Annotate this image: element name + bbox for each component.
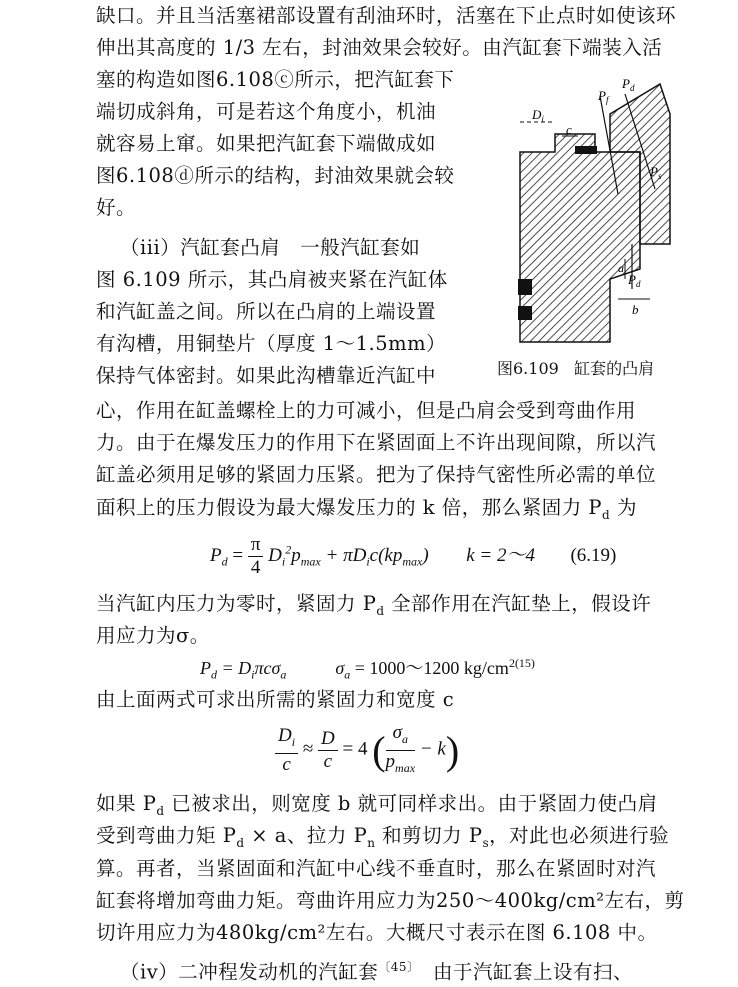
text-line-5: 就容易上窜。如果把汽缸套下端做成如 [96,132,437,155]
text-line-13: 心，作用在缸盖螺栓上的力可减小，但是凸肩会受到弯曲作用 [96,399,637,422]
label-pd-lower: $P_d$ [628,272,641,289]
eq19-frac-den: 4 [250,557,261,578]
eq19-term1: D [268,544,282,566]
eq3-minus: − k [419,738,446,760]
text-line-16 [96,494,637,529]
pn-subscript: n [367,835,376,850]
text-line-1: 缺口。并且当活塞裙部设置有刮油环时，活塞在下止点时如使该环 [96,4,677,27]
text-line-23: 缸套将增加弯曲力矩。弯曲许用应力为250～400kg/cm²左右，剪 [96,889,685,912]
eq3-f1-den: c [282,753,291,775]
text-line-21 [96,822,669,857]
eq19-term1-sup: 2 [285,542,292,557]
eq2-rhs: = D [221,658,252,678]
pd-subscript-4: d [236,835,245,850]
text-line-24: 切许用应力为480kg/cm²左右。大概尺寸表示在图 6.108 中。 [96,921,658,944]
eq19-plus: + πD [325,544,367,566]
eq3-frac1 [275,725,298,776]
eq19-k-range: k = 2～4 [466,544,535,566]
label-c: c [566,122,572,137]
equation-pd-sigma [200,654,535,683]
eq3-lparen: ( [372,727,386,773]
eq19-frac-num: π [248,534,264,557]
equation-6-19 [210,534,616,579]
seal-mark-1 [518,279,532,295]
text-line-17 [96,590,651,625]
eq3-approx: ≈ [302,738,314,760]
reference-45: 〔45〕 [378,960,420,974]
eq3-f2-num: D [318,728,338,751]
text-line-16-main: 面积上的压力假设为最大爆发压力的 k 倍，那么紧固力 P [96,496,603,519]
eq19-lhs-sub: d [221,554,228,569]
eq19-pmax-sub: max [300,554,321,569]
eq2-rhs-sub: i [251,667,255,682]
caption-text: 缸套的凸肩 [574,359,655,378]
text-line-25-tail: 由于汽缸套上设有扫、 [432,960,633,984]
eq2-lhs-sub: d [211,667,217,682]
text-line-15: 缸盖必须用足够的紧固力压紧。把为了保持气密性所必需的单位 [96,463,657,486]
text-line-21-mid1: × a、拉力 P [251,824,368,847]
eq2-sigma-sub: a [344,667,351,682]
eq19-number: (6.19) [570,544,617,566]
pd-subscript: d [602,507,611,522]
eq19-term2-sub: max [402,554,423,569]
text-line-21-mid2: 和剪切力 P [382,824,483,847]
eq19-lhs: P [210,544,222,566]
eq3-f3-num: $\sigma_a$ [386,722,416,751]
ps-subscript: s [482,835,490,850]
text-line-21-main: 受到弯曲力矩 P [96,824,237,847]
eq3-f1-num: $D_i$ [275,725,298,754]
label-pf: $P_f$ [598,88,609,105]
eq19-term2-end: ) [422,544,429,566]
text-line-6: 图6.108ⓓ所示的结构，封油效果就会较 [96,164,455,187]
text-line-22: 算。再者，当紧固面和汽缸中心线不垂直时，那么在紧固时对汽 [96,857,657,880]
eq3-f3-den: $p_{max}$ [385,750,416,775]
eq19-equals: = [232,544,244,566]
eq19-term2: c(kp [369,544,403,566]
text-line-18: 用应力为σ。 [96,624,210,647]
text-line-9: 图 6.109 所示，其凸肩被夹紧在汽缸体 [96,268,448,291]
label-a: a [618,261,624,275]
pd-subscript-3: d [156,803,165,818]
cylinder-liner-flange-diagram [500,74,680,344]
text-line-14: 力。由于在爆发压力的作用下在紧固面上不许出现间隙，所以汽 [96,431,657,454]
seal-mark-2 [518,306,532,320]
text-line-3: 塞的构造如图6.108ⓒ所示，把汽缸套下 [96,68,455,91]
eq2-sigma: σ [335,658,345,678]
eq3-eq: = 4 [342,738,368,760]
text-line-8: （iii）汽缸套凸肩 一般汽缸套如 [120,236,421,259]
eq19-fraction [248,534,264,579]
label-ps: $P_s$ [650,164,662,181]
text-line-16-tail: 为 [616,496,637,519]
text-line-21-tail: ，对此也必须进行验 [489,824,670,847]
text-line-20-main: 如果 P [96,792,157,815]
gasket-mark [575,146,597,154]
figure-6-109 [500,74,680,374]
text-line-2: 伸出其高度的 1/3 左右，封油效果会较好。由汽缸套下端装入活 [96,36,663,59]
eq2-range-sup: 2(15) [508,656,535,670]
text-line-25-main: （iv）二冲程发动机的汽缸套 [120,960,379,984]
eq19-pmax: p [291,544,301,566]
label-b: b [632,302,639,317]
text-line-4: 端切成斜角，可是若这个角度小，机油 [96,100,437,123]
text-line-11: 有沟槽，用铜垫片（厚度 1～1.5mm） [96,332,447,355]
eq2-rhs2-sub: a [280,667,287,682]
pd-subscript-2: d [376,603,385,618]
text-line-19: 由上面两式可求出所需的紧固力和宽度 c [96,688,455,711]
label-pd-top: $P_d$ [622,76,635,93]
text-line-17-main: 当汽缸内压力为零时，紧固力 P [96,592,377,615]
label-di: $D_i$ [532,107,544,124]
eq3-f2-den: c [323,750,333,772]
eq2-rhs2: πcσ [254,658,281,678]
text-line-17-tail: 全部作用在汽缸垫上，假设许 [391,592,652,615]
text-line-20 [96,790,658,825]
figure-caption [497,356,654,379]
eq2-lhs: P [200,658,211,678]
caption-number: 图6.109 [497,359,559,378]
liner-section [520,134,640,342]
eq19-term1-sub: i [281,554,286,569]
text-line-7: 好。 [96,196,137,219]
text-line-12: 保持气体密封。如果此沟槽靠近汽缸中 [96,364,437,387]
eq2-range: = 1000～1200 kg/cm [354,658,509,678]
text-line-20-tail: 已被求出，则宽度 b 就可同样求出。由于紧固力使凸肩 [171,792,658,815]
text-line-25 [120,953,633,987]
eq3-frac2 [318,728,338,773]
eq3-frac3 [386,722,416,779]
text-line-10: 和汽缸盖之间。所以在凸肩的上端设置 [96,300,437,323]
equation-width-c [275,722,459,779]
eq3-rparen: ) [445,727,460,773]
eq19-plus-sub: i [366,554,370,569]
